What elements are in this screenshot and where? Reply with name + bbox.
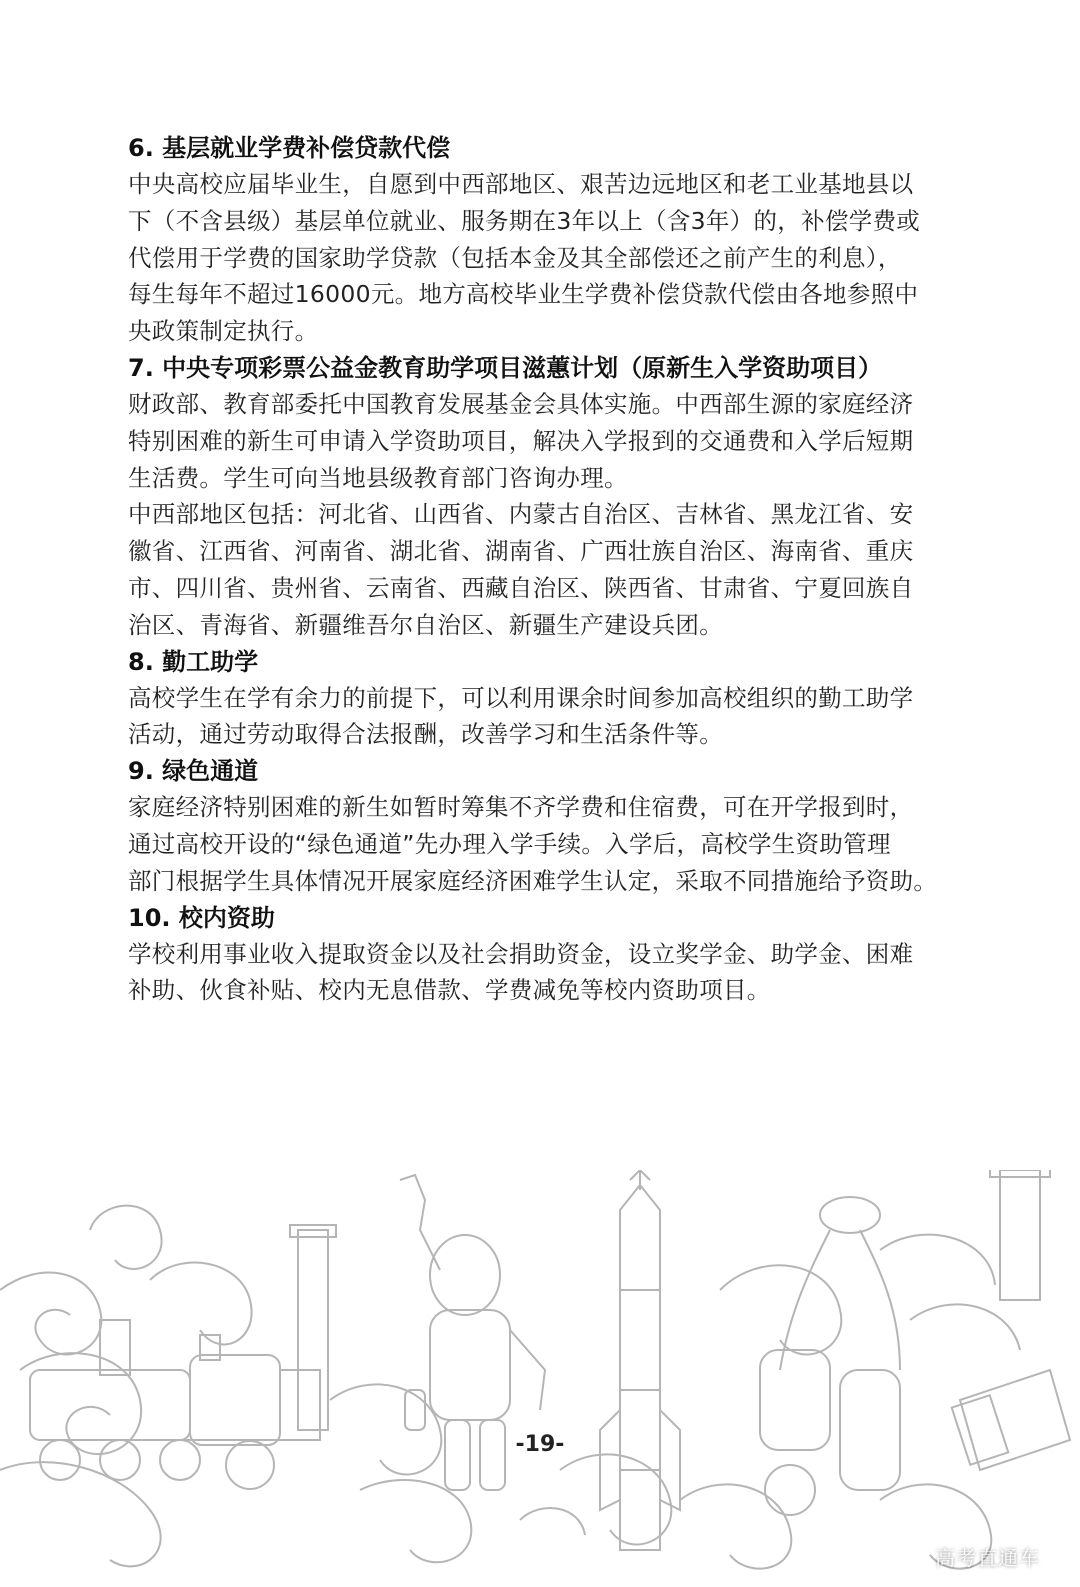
section-heading: 7. 中央专项彩票公益金教育助学项目滋蕙计划（原新生入学资助项目） [128,353,883,382]
text-line: 央政策制定执行。 [128,317,319,346]
text-line: 生活费。学生可向当地县级教育部门咨询办理。 [128,463,628,492]
text-line: 高校学生在学有余力的前提下，可以利用课余时间参加高校组织的勤工助学 [128,683,914,712]
paragraph [128,789,958,899]
section-8 [128,644,958,754]
text-line: 活动，通过劳动取得合法报酬，改善学习和生活条件等。 [128,720,723,749]
text-line: 中西部地区包括：河北省、山西省、内蒙古自治区、吉林省、黑龙江省、安 [128,500,914,529]
paragraph [128,936,958,1010]
paragraph [128,166,958,350]
paragraph [128,680,958,754]
page-number: -19- [515,1432,565,1457]
text-line: 通过高校开设的“绿色通道”先办理入学手续。入学后，高校学生资助管理 [128,829,891,858]
section-6 [128,130,958,350]
text-line: 学校利用事业收入提取资金以及社会捐助资金，设立奖学金、助学金、困难 [128,939,914,968]
section-heading: 6. 基层就业学费补偿贷款代偿 [128,134,451,162]
section-heading: 10. 校内资助 [128,903,275,932]
paragraph [128,496,958,643]
text-line: 中央高校应届毕业生，自愿到中西部地区、艰苦边远地区和老工业基地县以 [128,170,914,198]
text-line: 补助、伙食补贴、校内无息借款、学费减免等校内资助项目。 [128,976,771,1005]
line-art-illustration-icon [0,1170,1080,1587]
text-line: 徽省、江西省、河南省、湖北省、湖南省、广西壮族自治区、海南省、重庆 [128,537,914,566]
text-line: 每生每年不超过16000元。地方高校毕业生学费补偿贷款代偿由各地参照中 [128,280,919,309]
section-7 [128,350,958,644]
section-heading: 9. 绿色通道 [128,757,259,786]
text-line: 代偿用于学费的国家助学贷款（包括本金及其全部偿还之前产生的利息）， [128,243,902,272]
watermark: 高考直通车 [935,1546,1040,1570]
paragraph [128,386,958,496]
text-line: 部门根据学生具体情况开展家庭经济困难学生认定，采取不同措施给予资助。 [128,866,938,895]
text-line: 财政部、教育部委托中国教育发展基金会具体实施。中西部生源的家庭经济 [128,389,914,418]
section-10 [128,900,958,1010]
text-line: 市、四川省、贵州省、云南省、西藏自治区、陕西省、甘肃省、宁夏回族自 [128,573,914,602]
document-body [128,130,958,1009]
text-line: 特别困难的新生可申请入学资助项目，解决入学报到的交通费和入学后短期 [128,426,914,455]
section-heading: 8. 勤工助学 [128,647,259,676]
section-9 [128,753,958,899]
text-line: 下（不含县级）基层单位就业、服务期在3年以上（含3年）的，补偿学费或 [128,206,921,235]
text-line: 治区、青海省、新疆维吾尔自治区、新疆生产建设兵团。 [128,610,723,639]
text-line: 家庭经济特别困难的新生如暂时筹集不齐学费和住宿费，可在开学报到时， [128,793,914,822]
